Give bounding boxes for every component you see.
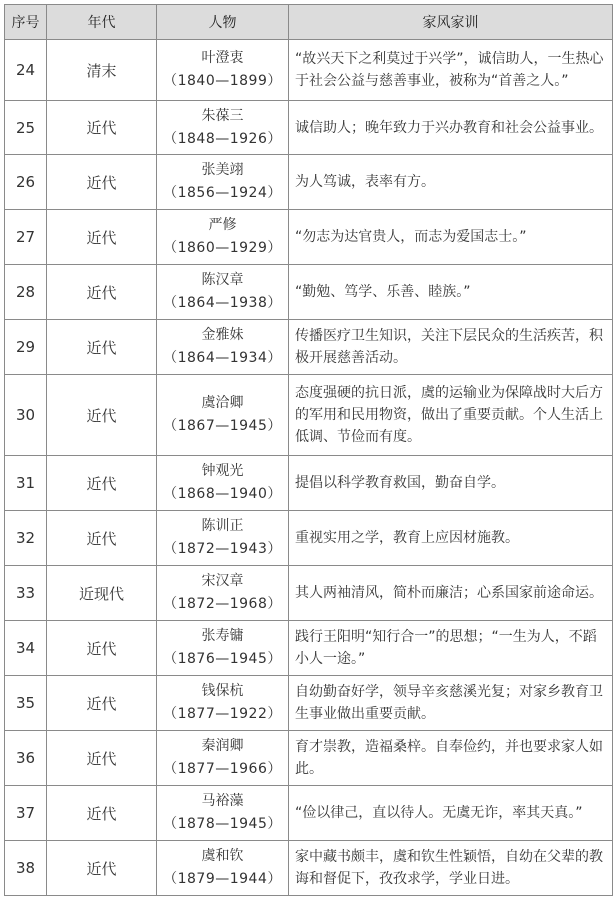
- person-years: （1872—1943）: [163, 541, 282, 557]
- table-row: [5, 101, 613, 155]
- person-years: （1840—1899）: [163, 73, 282, 89]
- person-name: 秦润卿: [201, 738, 244, 754]
- person-years: （1877—1922）: [163, 706, 282, 722]
- row-person: [157, 210, 289, 265]
- person-years: （1868—1940）: [163, 486, 282, 502]
- row-number: 36: [5, 731, 47, 786]
- row-person: [157, 511, 289, 566]
- table-header: [5, 5, 613, 40]
- person-years: （1872—1968）: [163, 596, 282, 612]
- table-row: [5, 456, 613, 511]
- person-name: 陈汉章: [201, 272, 244, 288]
- row-person: [157, 841, 289, 896]
- row-era: 近代: [47, 841, 157, 896]
- table-row: [5, 511, 613, 566]
- person-name: 陈训正: [201, 518, 244, 534]
- row-number: 27: [5, 210, 47, 265]
- table-row: [5, 841, 613, 896]
- row-person: [157, 786, 289, 841]
- person-years: （1876—1945）: [163, 651, 282, 667]
- person-years: （1860—1929）: [163, 240, 282, 256]
- header-family-motto: 家风家训: [289, 5, 613, 40]
- person-name: 钱保杭: [201, 683, 244, 699]
- row-person: [157, 566, 289, 621]
- row-family-motto: “故兴天下之利莫过于兴学”，诚信助人，一生热心于社会公益与慈善事业，被称为“首善之人。”: [289, 40, 613, 101]
- table-row: [5, 265, 613, 320]
- row-era: 近现代: [47, 566, 157, 621]
- row-number: 32: [5, 511, 47, 566]
- row-number: 31: [5, 456, 47, 511]
- row-era: 近代: [47, 731, 157, 786]
- row-era: 近代: [47, 155, 157, 210]
- table-row: [5, 320, 613, 375]
- row-number: 28: [5, 265, 47, 320]
- row-family-motto: 自幼勤奋好学，领导辛亥慈溪光复；对家乡教育卫生事业做出重要贡献。: [289, 676, 613, 731]
- row-person: [157, 265, 289, 320]
- row-person: [157, 320, 289, 375]
- person-years: （1877—1966）: [163, 761, 282, 777]
- header-number: 序号: [5, 5, 47, 40]
- row-era: 近代: [47, 786, 157, 841]
- row-person: [157, 375, 289, 456]
- row-era: 近代: [47, 456, 157, 511]
- table-row: [5, 375, 613, 456]
- row-number: 25: [5, 101, 47, 155]
- row-family-motto: 诚信助人；晚年致力于兴办教育和社会公益事业。: [289, 101, 613, 155]
- row-era: 近代: [47, 320, 157, 375]
- row-era: 近代: [47, 265, 157, 320]
- row-person: [157, 40, 289, 101]
- person-name: 虞和钦: [201, 848, 244, 864]
- row-number: 33: [5, 566, 47, 621]
- table-row: [5, 731, 613, 786]
- person-years: （1848—1926）: [163, 130, 282, 147]
- row-person: [157, 101, 289, 155]
- person-name: 宋汉章: [201, 573, 244, 589]
- row-person: [157, 456, 289, 511]
- row-number: 34: [5, 621, 47, 676]
- row-family-motto: 为人笃诚，表率有方。: [289, 155, 613, 210]
- row-number: 38: [5, 841, 47, 896]
- family-motto-table: [4, 4, 613, 896]
- person-name: 朱葆三: [201, 107, 244, 124]
- row-era: 近代: [47, 210, 157, 265]
- row-era: 近代: [47, 676, 157, 731]
- row-family-motto: “俭以律己，直以待人。无虞无诈，率其天真。”: [289, 786, 613, 841]
- row-family-motto: 态度强硬的抗日派，虞的运输业为保障战时大后方的军用和民用物资，做出了重要贡献。个人生活上低调、节俭而有度。: [289, 375, 613, 456]
- person-name: 虞洽卿: [201, 395, 244, 411]
- table-row: [5, 676, 613, 731]
- person-years: （1864—1934）: [163, 350, 282, 366]
- row-era: 清末: [47, 40, 157, 101]
- row-family-motto: 提倡以科学教育救国，勤奋自学。: [289, 456, 613, 511]
- row-family-motto: 育才崇教，造福桑梓。自奉俭约，并也要求家人如此。: [289, 731, 613, 786]
- row-family-motto: 其人两袖清风，简朴而廉洁；心系国家前途命运。: [289, 566, 613, 621]
- person-name: 马裕藻: [201, 793, 244, 809]
- table-row: [5, 786, 613, 841]
- person-years: （1878—1945）: [163, 816, 282, 832]
- person-name: 叶澄衷: [201, 50, 244, 66]
- table-row: [5, 40, 613, 101]
- table-row: [5, 155, 613, 210]
- row-number: 24: [5, 40, 47, 101]
- person-name: 张美翊: [201, 162, 244, 178]
- row-family-motto: 践行王阳明“知行合一”的思想；“一生为人，不蹈小人一途。”: [289, 621, 613, 676]
- table-row: [5, 621, 613, 676]
- row-person: [157, 621, 289, 676]
- person-years: （1856—1924）: [163, 185, 282, 201]
- row-number: 30: [5, 375, 47, 456]
- row-person: [157, 731, 289, 786]
- header-era: 年代: [47, 5, 157, 40]
- row-family-motto: “勿志为达官贵人，而志为爱国志士。”: [289, 210, 613, 265]
- person-name: 金雅妹: [201, 327, 244, 343]
- row-person: [157, 155, 289, 210]
- table-row: [5, 566, 613, 621]
- person-name: 张寿镛: [201, 628, 244, 644]
- table-row: [5, 210, 613, 265]
- row-number: 26: [5, 155, 47, 210]
- header-person: 人物: [157, 5, 289, 40]
- person-name: 严修: [208, 217, 237, 233]
- row-family-motto: 重视实用之学，教育上应因材施教。: [289, 511, 613, 566]
- row-era: 近代: [47, 375, 157, 456]
- row-family-motto: 传播医疗卫生知识，关注下层民众的生活疾苦，积极开展慈善活动。: [289, 320, 613, 375]
- row-person: [157, 676, 289, 731]
- person-years: （1879—1944）: [163, 871, 282, 887]
- table-body: [5, 40, 613, 896]
- row-family-motto: “勤勉、笃学、乐善、睦族。”: [289, 265, 613, 320]
- person-years: （1864—1938）: [163, 295, 282, 311]
- row-era: 近代: [47, 621, 157, 676]
- person-years: （1867—1945）: [163, 418, 282, 434]
- person-name: 钟观光: [201, 463, 244, 479]
- row-family-motto: 家中藏书颇丰，虞和钦生性颖悟，自幼在父辈的教诲和督促下，孜孜求学，学业日进。: [289, 841, 613, 896]
- row-number: 35: [5, 676, 47, 731]
- row-era: 近代: [47, 511, 157, 566]
- row-era: 近代: [47, 101, 157, 155]
- row-number: 29: [5, 320, 47, 375]
- row-number: 37: [5, 786, 47, 841]
